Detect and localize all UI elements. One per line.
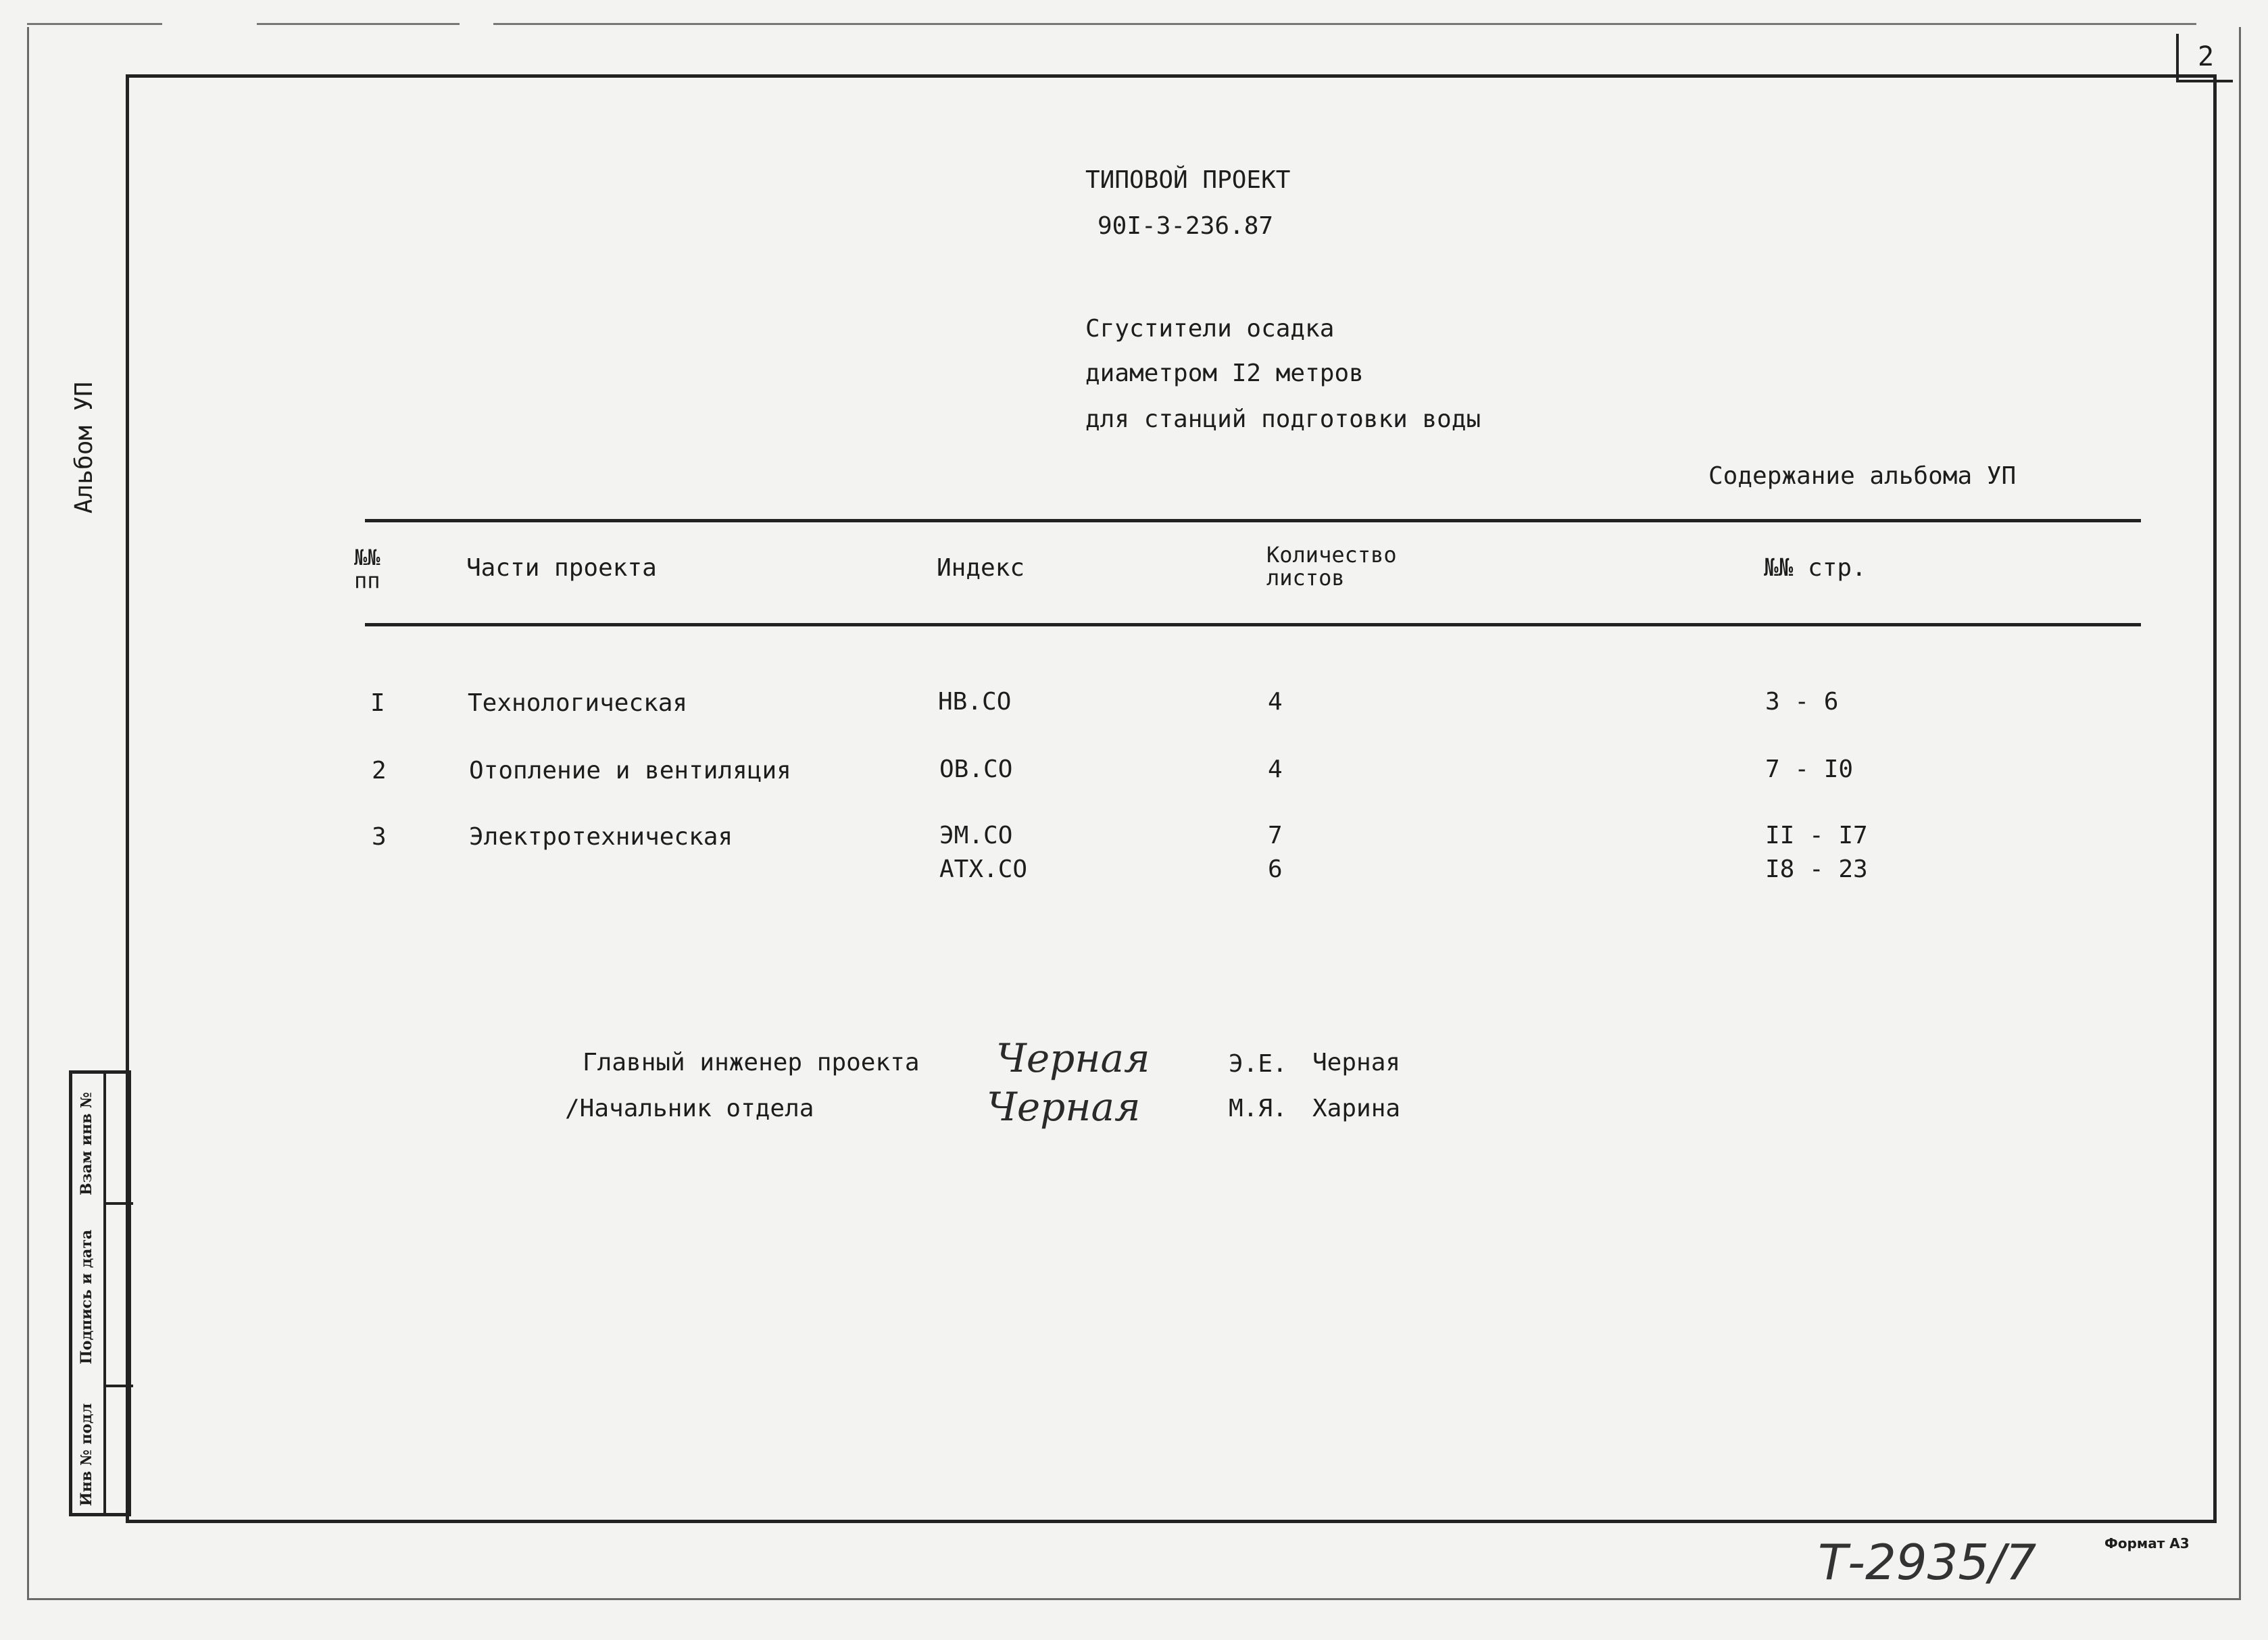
table-row-part: Технологическая	[468, 689, 688, 717]
table-row-num: I	[370, 689, 385, 717]
stamp-field-original-inv: Инв № подл	[78, 1403, 95, 1506]
stamp-field-signature-date: Подпись и дата	[78, 1229, 95, 1364]
col-header-pages: №№ стр.	[1764, 554, 1867, 582]
signature-initials: Э.Е.	[1229, 1050, 1287, 1078]
table-row-index: ОВ.СО	[939, 755, 1013, 783]
col-header-index: Индекс	[937, 554, 1025, 582]
table-row-index: ЭМ.СО	[939, 822, 1013, 849]
table-row-num: 3	[372, 823, 387, 851]
project-title-line-2: диаметром I2 метров	[1085, 359, 1364, 387]
signature-name: Черная	[1312, 1049, 1401, 1076]
contents-title: Содержание альбома УП	[1708, 462, 2017, 490]
project-code: 90I-3-236.87	[1098, 212, 1274, 240]
project-type: ТИПОВОЙ ПРОЕКТ	[1085, 166, 1291, 194]
signature-initials: М.Я.	[1229, 1095, 1287, 1122]
col-header-qty: Количество листов	[1266, 542, 1397, 591]
table-row-index: НВ.СО	[938, 688, 1012, 716]
table-header-rule	[365, 623, 2141, 626]
stamp-divider	[106, 1202, 133, 1205]
drawing-frame	[126, 74, 2217, 1523]
top-dash	[27, 23, 162, 25]
signature-role: Главный инженер проекта	[583, 1049, 920, 1076]
table-row-qty: 4	[1268, 688, 1283, 716]
table-row-pages: I8 - 23	[1765, 855, 1868, 883]
page-number: 2	[2176, 34, 2233, 82]
table-row-num: 2	[372, 757, 387, 785]
table-top-rule	[365, 519, 2141, 522]
top-dash	[257, 23, 460, 25]
stamp-divider	[106, 1385, 133, 1387]
col-header-part: Части проекта	[466, 554, 657, 582]
stamp-field-replacement: Взам инв №	[78, 1092, 95, 1195]
title-stamp	[69, 1070, 131, 1516]
table-row-pages: 7 - I0	[1765, 755, 1854, 783]
handwritten-signature: Черная	[996, 1035, 1150, 1081]
handwritten-signature: Черная	[987, 1084, 1141, 1130]
table-row-part: Электротехническая	[469, 823, 733, 851]
format-label: Формат А3	[2104, 1535, 2190, 1551]
table-row-pages: 3 - 6	[1765, 688, 1839, 716]
stamp-column-divider	[103, 1074, 106, 1513]
table-row-qty: 4	[1268, 755, 1283, 783]
project-title-line-1: Сгустители осадка	[1085, 315, 1335, 343]
signature-role: /Начальник отдела	[565, 1095, 814, 1122]
col-header-num: №№ пп	[354, 545, 380, 593]
table-row-index: АТХ.СО	[939, 855, 1028, 883]
document-number: Т-2935/7	[1818, 1534, 2037, 1591]
table-row-qty: 6	[1268, 855, 1283, 883]
signature-name: Харина	[1312, 1095, 1401, 1122]
table-row-pages: II - I7	[1765, 822, 1868, 849]
table-row-part: Отопление и вентиляция	[469, 757, 791, 785]
album-label: Альбом УП	[70, 381, 98, 514]
project-title-line-3: для станций подготовки воды	[1085, 405, 1481, 433]
table-row-qty: 7	[1268, 822, 1283, 849]
top-dash	[493, 23, 2196, 25]
